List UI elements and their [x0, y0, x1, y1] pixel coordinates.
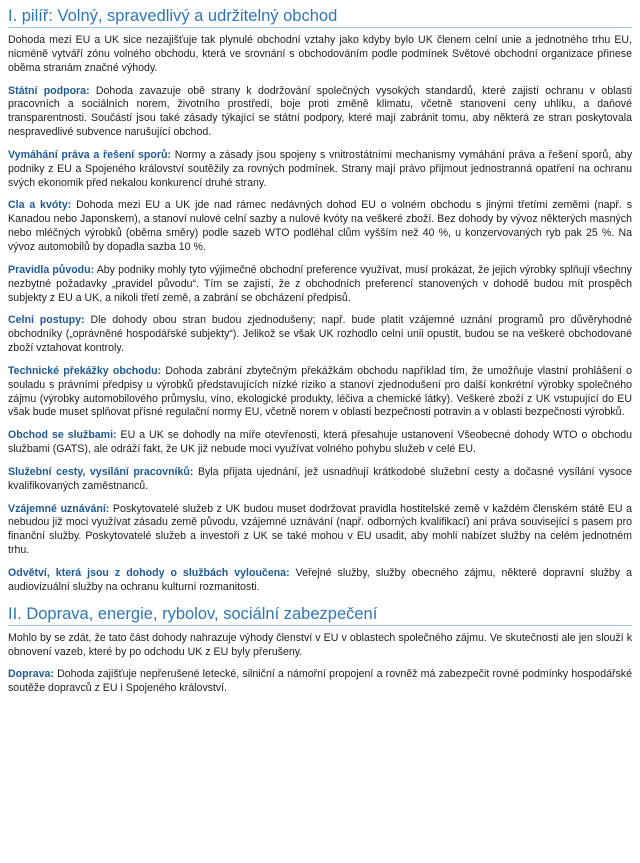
paragraph-excluded-sectors — [8, 567, 632, 595]
section-2-heading: II. Doprava, energie, rybolov, sociální zabezpečení — [8, 604, 632, 626]
paragraph-text: Byla přijata ujednání, jež usnadňují krátkodobé služební cesty a dočasné vysílání vysoce kvalifikovaných zaměstnanců. — [8, 465, 632, 492]
term-label: Celní postupy: — [8, 314, 85, 327]
paragraph-text: Dohoda zajišťuje nepřerušené letecké, silniční a námořní propojení a rovněž má zabezpečit rovné podmínky hospodářské soutěže dopravců z EU i Spojeného království. — [8, 668, 632, 695]
section-1-intro: Dohoda mezi EU a UK sice nezajišťuje tak plynulé obchodní vztahy jako kdyby bylo UK členem celní unie a jednotného trhu EU, nicméně vytváří zónu volného obchodu, která ve srovnání s obchodováním podle podmínek Světové obchodní organizace přinese oběma stranám značné výhody. — [8, 34, 632, 74]
term-label: Služební cesty, vysílání pracovníků: — [8, 465, 194, 478]
term-label: Vymáhání práva a řešení sporů: — [8, 148, 171, 161]
paragraph-text: Poskytovatelé služeb z UK budou muset dodržovat pravidla hostitelské země v každém členském státě EU a nebudou již moci využívat zásadu země původu, vzájemné uznávání (např. odborných kvalifikací) ani práva související s pasem pro finanční služby. Poskytovatelé služeb a investoři z UK se také mohou v EU usadit, aby mohli nabízet služby na celém jednotném trhu. — [8, 502, 633, 557]
paragraph-text: EU a UK se dohodly na míře otevřenosti, která přesahuje ustanovení Všeobecné dohody WTO o obchodu službami (GATS), ale odráží fakt, že UK již nebude moci využívat volného pohybu služeb v celé EU. — [8, 429, 632, 456]
term-label: Technické překážky obchodu: — [8, 364, 162, 377]
paragraph-tariffs-quotas — [8, 199, 632, 254]
term-label: Pravidla původu: — [8, 263, 95, 276]
paragraph-trade-in-services — [8, 429, 632, 457]
section-2-intro: Mohlo by se zdát, že tato část dohody nahrazuje výhody členství v EU v oblastech společného zájmu. Ve skutečnosti ale jen slouží k obnovení vazeb, které by po odchodu UK z EU byly přerušeny. — [8, 631, 632, 658]
paragraph-law-enforcement — [8, 149, 632, 191]
paragraph-state-aid — [8, 85, 632, 140]
term-label: Obchod se službami: — [8, 429, 117, 442]
term-label: Státní podpora: — [8, 84, 90, 97]
paragraph-text: Veřejné služby, služby obecného zájmu, některé dopravní služby a audiovizuální služby na ochranu kulturní rozmanitosti. — [8, 567, 632, 593]
term-label: Cla a kvóty: — [8, 199, 72, 212]
paragraph-business-travel — [8, 466, 632, 494]
term-label: Doprava: — [8, 668, 54, 681]
paragraph-text: Dle dohody obou stran budou zjednodušeny; např. bude platit vzájemné uznání programů pro důvěryhodné obchodníky („oprávněné hospodářské subjekty“). Jelikož se však UK rozhodlo celní unii opustit, budou se na veškeré obchodované zboží vztahovat kontroly. — [8, 314, 632, 355]
paragraph-transport — [8, 668, 632, 696]
term-label: Vzájemné uznávání: — [8, 502, 110, 515]
paragraph-text: Aby podniky mohly tyto výjimečné obchodní preference využívat, musí prokázat, že jejich výrobky splňují všechny nezbytné požadavky „pravidel původu“. Tím se zajistí, že z obchodních preferencí stanovených v dohodě budou mít prospěch subjekty z EU a UK, a nikoli třetí země, a zabrání se obcházení předpisů. — [8, 263, 632, 304]
paragraph-text: Normy a zásady jsou spojeny s vnitrostátními mechanismy vymáhání práva a řešení sporů, aby podniky z EU a Spojeného království soutěžily za rovných podmínek. Strany mají právo přijmout jednostranná opatření na ochranu svých ekonomik před nekalou konkurencí druhé strany. — [8, 148, 632, 189]
term-label: Odvětví, která jsou z dohody o službách vyloučena: — [8, 567, 290, 579]
paragraph-text: Dohoda zabrání zbytečným překážkám obchodu například tím, že umožňuje vlastní prohlášení o souladu s právními předpisy u výrobků představujících nízké riziko a stanoví zjednodušení pro další konkrétní výrobky společného zájmu (výrobky automobilového průmyslu, víno, ekologické produkty, léčiva a chemické látky). Veškeré zboží z UK vstupující do EU však bude muset splňovat přísné regulační normy EU, včetně norem v oblasti bezpečnosti potravin a v oblasti bezpečnosti výrobků. — [8, 364, 632, 419]
paragraph-mutual-recognition — [8, 503, 632, 558]
paragraph-rules-of-origin — [8, 264, 632, 306]
paragraph-customs-procedures — [8, 314, 632, 356]
paragraph-technical-barriers — [8, 365, 632, 420]
section-1-heading: I. pilíř: Volný, spravedlivý a udržitelný obchod — [8, 6, 632, 28]
paragraph-text: Dohoda zavazuje obě strany k dodržování společných vysokých standardů, které zajistí ochranu v oblasti pracovních a sociálních norem, životního prostředí, boje proti změně klimatu, včetně stanovení ceny uhlíku, a daňové transparentnosti. Součástí jsou také zásady týkající se státní podpory, které mají zabránit tomu, aby některá ze stran poskytovala nespravedlivé subvence narušující obchod. — [8, 84, 632, 139]
paragraph-text: Dohoda mezi EU a UK jde nad rámec nedávných dohod EU o volném obchodu s jinými třetími zeměmi (např. s Kanadou nebo Japonskem), a stanoví nulové celní sazby a nulové kvóty na veškeré zboží. Bez dohody by vývoz některých masných nebo mléčných výrobků (oběma směry) podle sazeb WTO podléhal clům vyšším než 40 %, u konzervovaných ryb pak 25 %. Na vývoz automobilů by dopadla sazba 10 %. — [8, 199, 633, 253]
